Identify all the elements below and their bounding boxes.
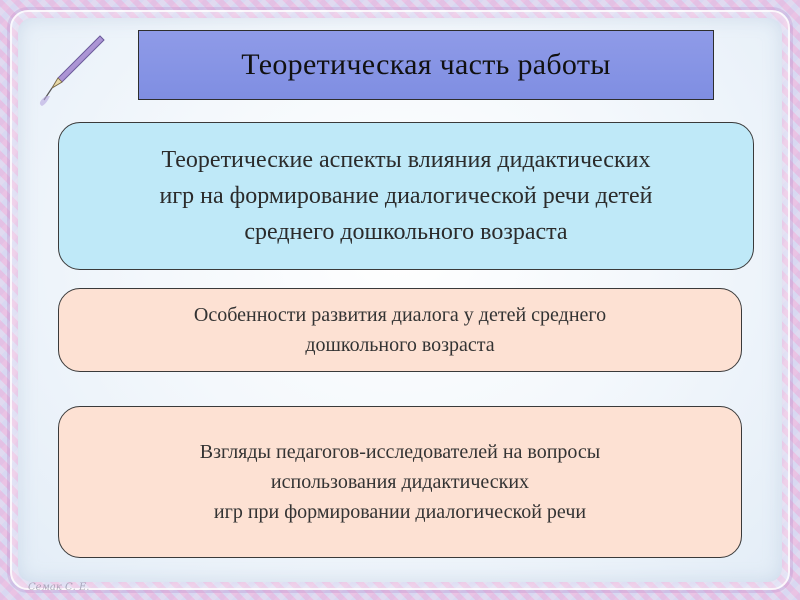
topic-block-theoretical-aspects bbox=[58, 122, 754, 270]
topic-block-text: Теоретические аспекты влияния дидактических игр на формирование диалогической речи детей среднего дошкольного возраста bbox=[159, 147, 653, 245]
topic-block-researchers-views bbox=[58, 406, 742, 558]
quill-pen-icon bbox=[30, 30, 110, 110]
slide-title: Теоретическая часть работы bbox=[241, 48, 611, 81]
author-signature: Семак С. Е. bbox=[28, 582, 90, 593]
topic-block-text: Особенности развития диалога у детей среднего дошкольного возраста bbox=[193, 304, 607, 356]
slide-title-box bbox=[138, 30, 714, 100]
topic-block-text: Взгляды педагогов-исследователей на вопросы использования дидактических игр при формировании диалогической речи bbox=[199, 441, 601, 523]
topic-block-dialogue-development bbox=[58, 288, 742, 372]
